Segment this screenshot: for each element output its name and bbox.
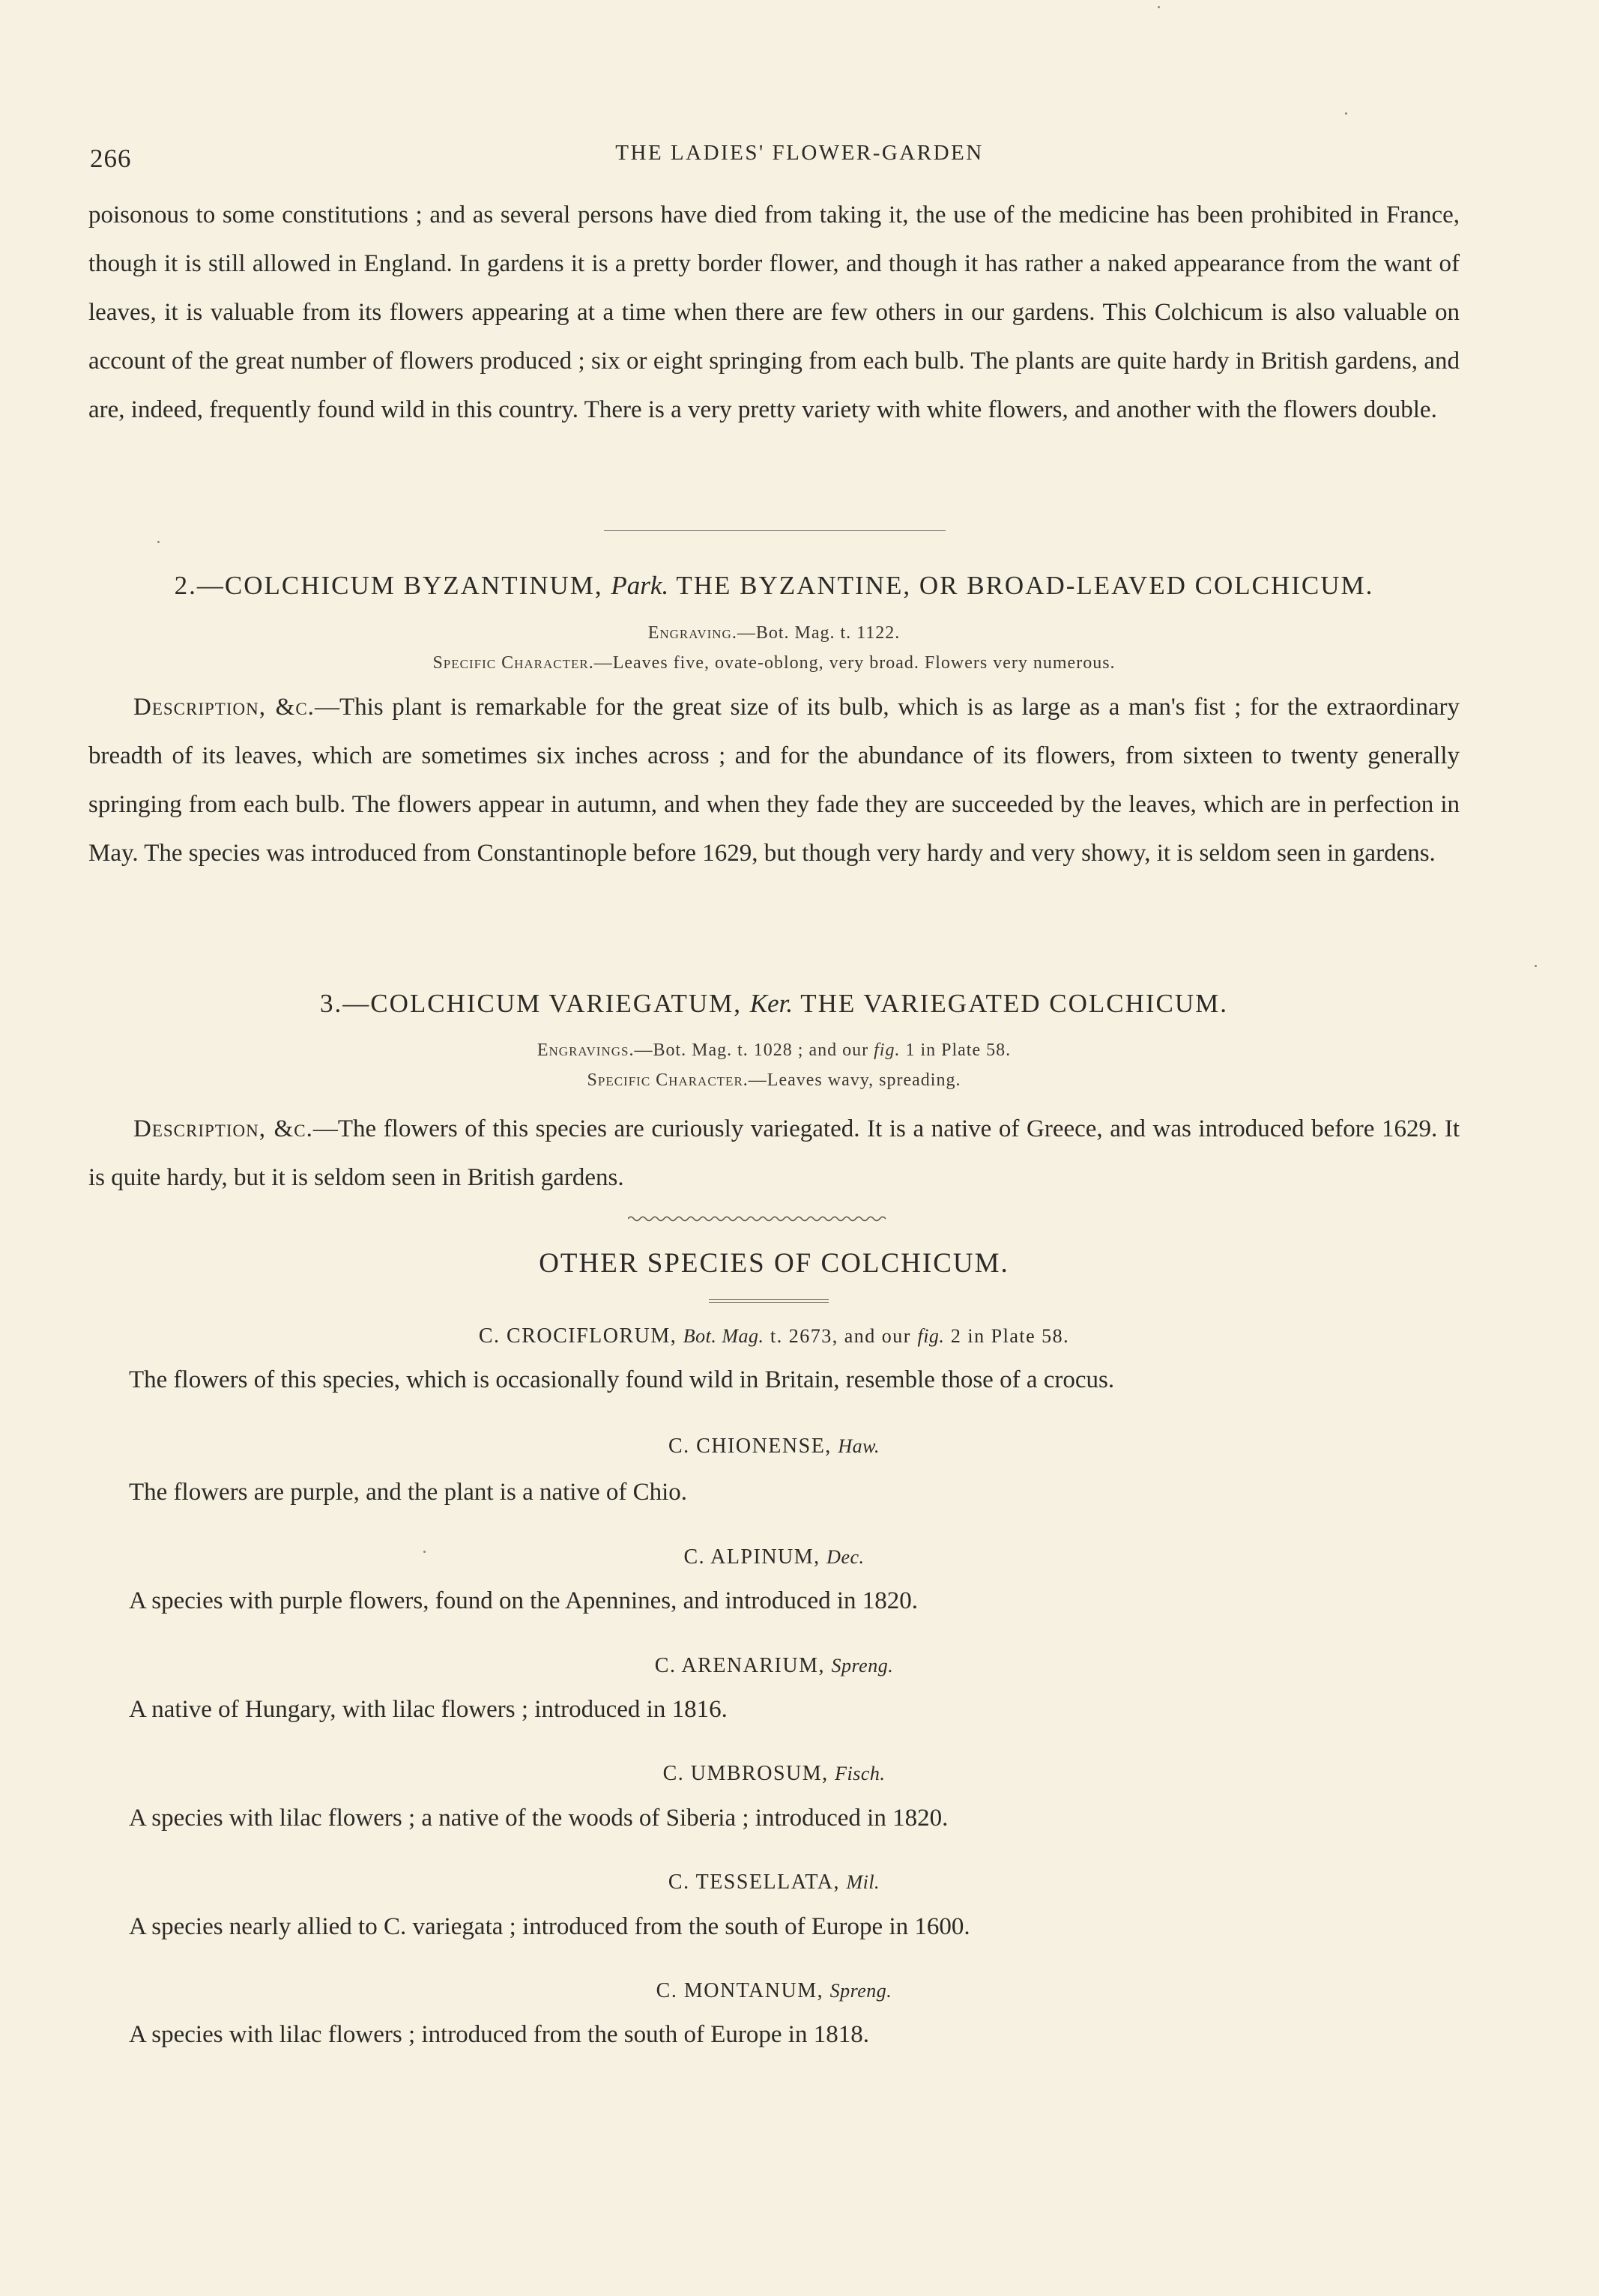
section-2-heading-suffix: THE BYZANTINE, OR BROAD-LEAVED COLCHICUM. [676,571,1374,600]
species-description: A native of Hungary, with lilac flowers ; introduced in 1816. [129,1696,728,1723]
species-title [88,1435,1460,1459]
section-3-heading [88,989,1460,1019]
engravings-fig: fig. [874,1041,901,1060]
species-name: C. CHIONENSE, [668,1435,832,1458]
section-3-heading-suffix: THE VARIEGATED COLCHICUM. [800,989,1229,1018]
running-title: THE LADIES' FLOWER-GARDEN [615,141,984,165]
description-label: Description, &c. [133,1115,313,1142]
engraving-text: —Bot. Mag. t. 1122. [737,623,901,643]
section-divider [604,530,946,531]
section-3-specific-character [88,1070,1460,1091]
other-species-heading: OTHER SPECIES OF COLCHICUM. [539,1248,1009,1279]
specific-text: —Leaves five, ovate-oblong, very broad. Flowers very numerous. [593,653,1116,673]
engravings-text-1: —Bot. Mag. t. 1028 ; and our [634,1041,869,1060]
species-extra-2: 2 in Plate 58. [950,1325,1070,1347]
species-authority: Bot. Mag. [683,1325,764,1347]
paper-speck [423,1551,426,1553]
specific-text: —Leaves wavy, spreading. [748,1070,961,1090]
species-description: The flowers of this species, which is occasionally found wild in Britain, resemble those of a crocus. [129,1366,1115,1393]
species-authority: Haw. [838,1435,880,1457]
wavy-ornament [628,1214,890,1224]
section-2-heading [88,571,1460,601]
species-description: A species with lilac flowers ; a native of the woods of Siberia ; introduced in 1820. [129,1805,949,1832]
paper-speck [1535,965,1537,967]
species-title [88,1871,1460,1894]
species-description: A species with lilac flowers ; introduced from the south of Europe in 1818. [129,2021,869,2048]
intro-paragraph: poisonous to some constitutions ; and as several persons have died from taking it, the use of the medicine has been prohibited in France, though it is still allowed in England. In gardens it is a pretty border flower, and though it has rather a naked appearance from the want of leaves, it is valuable from its flowers appearing at a time when there are few others in our gardens. This Colchicum is also valuable on account of the great number of flowers produced ; six or eight springing from each bulb. The plants are quite hardy in British gardens, and are, indeed, frequently found wild in this country. There is a very pretty variety with white flowers, and another with the flowers double. [88,202,1460,423]
description-text: —This plant is remarkable for the great size of its bulb, which is as large as a man's fist ; for the extraordinary breadth of its leaves, which are sometimes six inches across ; and for the abundance of its flowers, from sixteen to twenty generally springing from each bulb. The flowers appear in autumn, and when they fade they are succeeded by the leaves, which are in perfection in May. The species was introduced from Constantinople before 1629, but though very hardy and very showy, it is seldom seen in gardens. [88,694,1460,867]
species-title [88,1762,1460,1786]
species-name: C. UMBROSUM, [662,1762,829,1785]
specific-label: Specific Character. [432,653,594,673]
species-title [88,1324,1460,1348]
species-description: A species with purple flowers, found on the Apennines, and introduced in 1820. [129,1587,919,1614]
species-title [88,1654,1460,1678]
species-description: The flowers are purple, and the plant is a native of Chio. [129,1479,688,1506]
paper-speck [157,541,160,543]
section-2-description [88,683,1460,878]
specific-label: Specific Character. [587,1070,749,1090]
species-description: A species nearly allied to C. variegata ; introduced from the south of Europe in 1600. [129,1913,970,1940]
page-number: 266 [90,144,132,173]
species-name: C. ARENARIUM, [654,1654,825,1677]
engravings-text-2: 1 in Plate 58. [905,1041,1012,1060]
section-3-heading-author: Ker. [749,989,794,1018]
section-3-heading-prefix: 3.—COLCHICUM VARIEGATUM, [319,989,742,1018]
species-extra-1: t. 2673, and our [770,1325,911,1347]
species-name: C. CROCIFLORUM, [478,1324,677,1348]
species-authority: Mil. [846,1871,880,1893]
species-name: C. ALPINUM, [683,1545,820,1569]
species-name: C. TESSELLATA, [668,1871,840,1894]
section-3-engravings [88,1041,1460,1061]
section-2-specific-character [88,653,1460,673]
engraving-label: Engraving. [647,623,737,643]
description-text: —The flowers of this species are curiously variegated. It is a native of Greece, and was introduced before 1629. It is quite hardy, but it is seldom seen in British gardens. [88,1115,1460,1191]
species-title [88,1979,1460,2003]
engravings-label: Engravings. [536,1041,635,1060]
paper-speck [1345,112,1347,115]
species-name: C. MONTANUM, [656,1979,824,2002]
species-authority: Spreng. [831,1655,894,1676]
section-2-heading-prefix: 2.—COLCHICUM BYZANTINUM, [174,571,603,600]
section-3-description [88,1105,1460,1202]
double-rule [709,1299,829,1303]
species-extra-fig: fig. [917,1325,945,1347]
species-authority: Spreng. [829,1980,892,2002]
section-2-heading-author: Park. [611,571,669,600]
species-authority: Fisch. [835,1763,886,1784]
species-title [88,1545,1460,1569]
section-2-engraving [88,623,1460,643]
paper-speck [1158,6,1160,8]
species-authority: Dec. [826,1546,865,1568]
page-header [90,135,1509,180]
description-label: Description, &c. [133,694,315,721]
